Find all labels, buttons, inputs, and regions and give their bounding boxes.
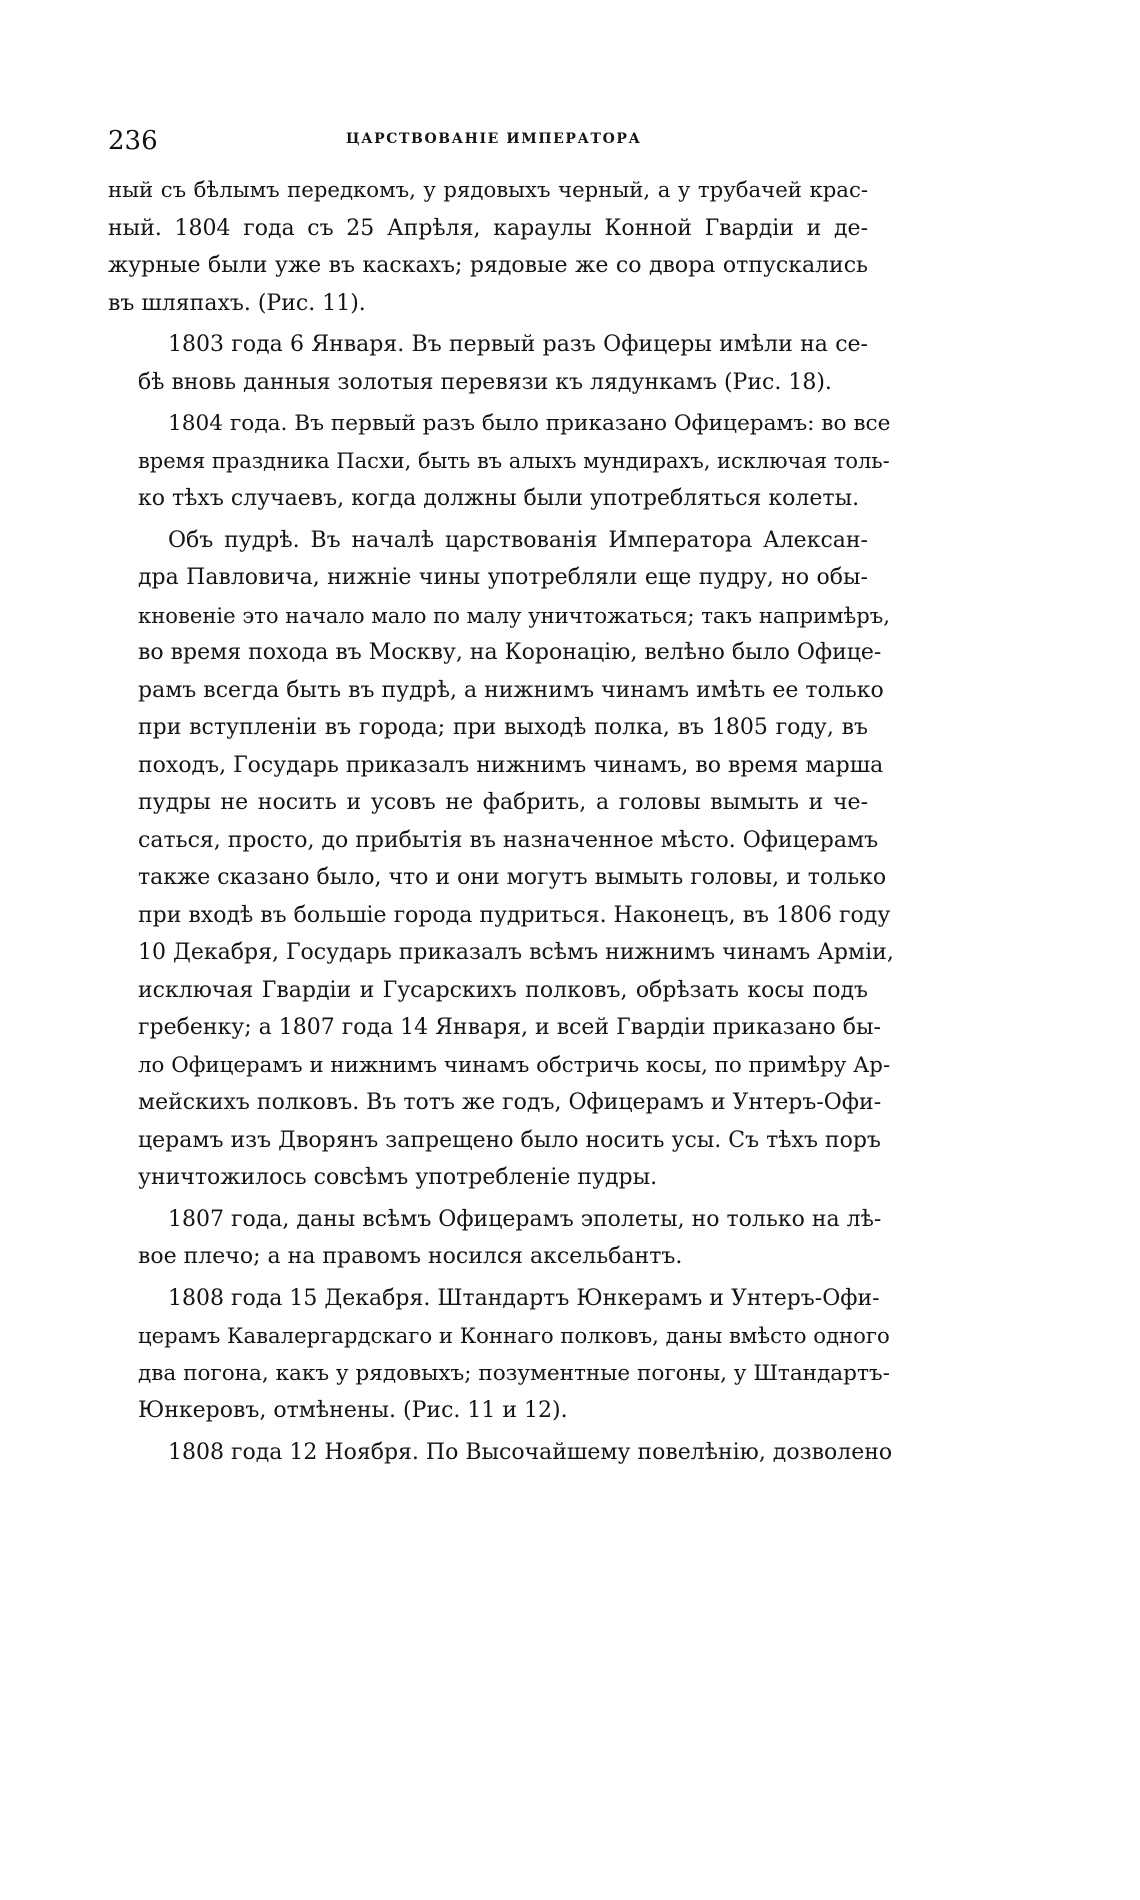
text-line: церамъ Кавалергардскаго и Коннаго полковъ, даны вмѣсто одного (138, 1323, 890, 1348)
text-line: 1804 года. Въ первый разъ было приказано Офицерамъ: во все (168, 411, 891, 436)
text-line: 1808 года 15 Декабря. Штандартъ Юнкерамъ и Унтеръ-Офи- (168, 1285, 880, 1311)
paragraph (108, 1280, 890, 1430)
paragraph (108, 172, 868, 322)
text-line: дра Павловича, нижніе чины употребляли еще пудру, но обы- (138, 565, 868, 590)
text-line: кновеніе это начало мало по малу уничтожаться; такъ напримѣръ, (138, 602, 890, 628)
text-line: ко тѣхъ случаевъ, когда должны были употребляться колеты. (138, 486, 860, 511)
running-head: ЦАРСТВОВАНІЕ ИМПЕРАТОРА (346, 131, 642, 147)
paragraph (108, 326, 868, 401)
body-text (108, 172, 894, 1475)
text-line: при вступленіи въ города; при выходѣ полка, въ 1805 году, въ (138, 715, 868, 740)
text-line: при входѣ въ большіе города пудриться. Наконецъ, въ 1806 году (138, 902, 891, 928)
paragraph (108, 405, 891, 518)
page-number: 236 (108, 126, 158, 156)
text-line: въ шляпахъ. (Рис. 11). (108, 290, 366, 316)
text-line: 10 Декабря, Государь приказалъ всѣмъ нижнимъ чинамъ Арміи, (138, 940, 894, 965)
text-line: гребенку; а 1807 года 14 Января, и всей Гвардіи приказано бы- (138, 1015, 881, 1040)
text-line: исключая Гвардіи и Гусарскихъ полковъ, обрѣзать косы подъ (138, 977, 868, 1003)
text-line: мейскихъ полковъ. Въ тотъ же годъ, Офицерамъ и Унтеръ-Офи- (138, 1090, 882, 1115)
text-line: 1807 года, даны всѣмъ Офицерамъ эполеты, но только на лѣ- (168, 1206, 882, 1232)
text-line: 1808 года 12 Ноября. По Высочайшему повелѣнію, дозволено (168, 1439, 893, 1465)
text-line: Объ пудрѣ. Въ началѣ царствованія Императора Алексан- (168, 527, 868, 553)
text-line: походъ, Государь приказалъ нижнимъ чинамъ, во время марша (138, 752, 884, 778)
text-line: вое плечо; а на правомъ носился аксельбантъ. (138, 1244, 683, 1269)
text-line: ло Офицерамъ и нижнимъ чинамъ обстричь косы, по примѣру Ар- (138, 1052, 891, 1078)
text-line: саться, просто, до прибытія въ назначенное мѣсто. Офицерамъ (138, 827, 879, 853)
text-line: бѣ вновь данныя золотыя перевязи къ лядункамъ (Рис. 18). (138, 369, 832, 395)
text-line: журные были уже въ каскахъ; рядовые же со двора отпускались (108, 253, 868, 278)
text-line: церамъ изъ Дворянъ запрещено было носить усы. Съ тѣхъ поръ (138, 1127, 881, 1153)
paragraph (108, 522, 894, 1197)
paragraph (108, 1201, 882, 1276)
text-line: время праздника Пасхи, быть въ алыхъ мундирахъ, исключая толь- (138, 448, 890, 473)
paragraph (108, 1434, 893, 1472)
text-line: ный. 1804 года съ 25 Апрѣля, караулы Конной Гвардіи и де- (108, 215, 868, 241)
text-line: рамъ всегда быть въ пудрѣ, а нижнимъ чинамъ имѣть ее только (138, 677, 884, 703)
text-line: 1803 года 6 Января. Въ первый разъ Офицеры имѣли на се- (168, 332, 868, 357)
text-line: также сказано было, что и они могутъ вымыть головы, и только (138, 865, 887, 890)
text-line: уничтожилось совсѣмъ употребленіе пудры. (138, 1165, 658, 1190)
text-line: ный съ бѣлымъ передкомъ, у рядовыхъ черный, а у трубачей крас- (108, 178, 868, 203)
text-line: во время похода въ Москву, на Коронацію, велѣно было Офице- (138, 640, 882, 665)
page-header (108, 126, 868, 166)
text-line: пудры не носить и усовъ не фабрить, а головы вымыть и че- (138, 790, 868, 815)
text-line: Юнкеровъ, отмѣнены. (Рис. 11 и 12). (138, 1398, 568, 1423)
text-line: два погона, какъ у рядовыхъ; позументные погоны, у Штандартъ- (138, 1360, 890, 1386)
